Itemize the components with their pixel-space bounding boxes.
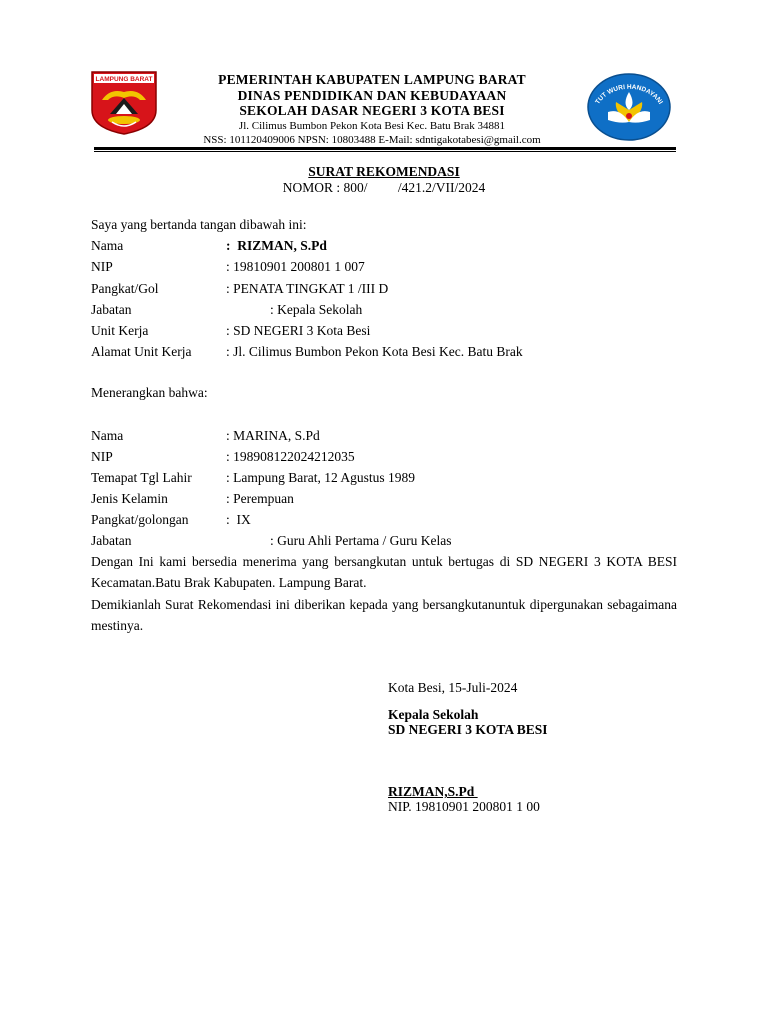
signature-place-date: Kota Besi, 15-Juli-2024 bbox=[388, 680, 518, 695]
signer-name-value: : RIZMAN, S.Pd bbox=[226, 238, 327, 253]
logo-left-text: LAMPUNG BARAT bbox=[95, 76, 153, 83]
signer-address-label: Alamat Unit Kerja bbox=[91, 344, 192, 359]
subject-position-value: : Guru Ahli Pertama / Guru Kelas bbox=[270, 533, 452, 548]
header-address: Jl. Cilimus Bumbon Pekon Kota Besi Kec. Batu Brak 34881 bbox=[238, 119, 506, 132]
letterhead bbox=[160, 72, 584, 147]
body-paragraph-1: Dengan Ini kami bersedia menerima yang bersangkutan untuk bertugas di SD NEGERI 3 KOTA BESI Kecamatan.Batu Brak Kabupaten. Lampung Barat. bbox=[91, 554, 677, 590]
subject-gender-value: : Perempuan bbox=[226, 491, 294, 506]
signer-rank-label: Pangkat/Gol bbox=[91, 281, 159, 296]
explains-text: Menerangkan bahwa: bbox=[91, 385, 208, 400]
signature-name: RIZMAN,S.Pd bbox=[388, 784, 478, 799]
subject-nip-value: : 198908122024212035 bbox=[226, 449, 355, 464]
subject-gender-label: Jenis Kelamin bbox=[91, 491, 168, 506]
letter-number: NOMOR : 800/ /421.2/VII/2024 bbox=[282, 180, 486, 195]
signer-position-value: : Kepala Sekolah bbox=[270, 302, 363, 317]
subject-birth-value: : Lampung Barat, 12 Agustus 1989 bbox=[226, 470, 415, 485]
header-government: PEMERINTAH KABUPATEN LAMPUNG BARAT bbox=[218, 72, 526, 87]
subject-nip-label: NIP bbox=[91, 449, 113, 464]
signer-unit-label: Unit Kerja bbox=[91, 323, 149, 338]
signature-nip: NIP. 19810901 200801 1 00 bbox=[388, 799, 540, 814]
signature-position-2: SD NEGERI 3 KOTA BESI bbox=[388, 722, 548, 737]
signer-position-label: Jabatan bbox=[91, 302, 132, 317]
subject-rank-value: : IX bbox=[226, 512, 251, 527]
subject-name-label: Nama bbox=[91, 428, 124, 443]
lampung-barat-emblem-icon bbox=[90, 70, 158, 136]
signer-unit-value: : SD NEGERI 3 Kota Besi bbox=[226, 323, 371, 338]
signer-rank-value: : PENATA TINGKAT 1 /III D bbox=[226, 281, 389, 296]
header-rule-thin bbox=[94, 151, 676, 152]
signer-nip-value: : 19810901 200801 1 007 bbox=[226, 259, 365, 274]
signer-name-label: Nama bbox=[91, 238, 124, 253]
header-department: DINAS PENDIDIKAN DAN KEBUDAYAAN bbox=[237, 87, 507, 103]
signer-address-value: : Jl. Cilimus Bumbon Pekon Kota Besi Kec. Batu Brak bbox=[226, 344, 523, 359]
subject-rank-label: Pangkat/golongan bbox=[91, 512, 189, 527]
body-paragraph-2: Demikianlah Surat Rekomendasi ini diberikan kepada yang bersangkutanuntuk dipergunakan sebagaimana mestinya. bbox=[91, 597, 677, 633]
tut-wuri-handayani-logo-icon bbox=[586, 72, 672, 142]
signer-nip-label: NIP bbox=[91, 259, 113, 274]
signature-position-1: Kepala Sekolah bbox=[388, 707, 479, 722]
letter-title: SURAT REKOMENDASI bbox=[308, 164, 460, 179]
subject-position-label: Jabatan bbox=[91, 533, 132, 548]
logo-right-text: TUT WURI HANDAYANI bbox=[594, 83, 664, 106]
intro-text: Saya yang bertanda tangan dibawah ini: bbox=[91, 217, 307, 232]
header-rule-thick bbox=[94, 147, 676, 150]
header-school: SEKOLAH DASAR NEGERI 3 KOTA BESI bbox=[239, 103, 505, 118]
header-contact: NSS: 101120409006 NPSN: 10803488 E-Mail: sdntigakotabesi@gmail.com bbox=[203, 133, 541, 146]
subject-birth-label: Temapat Tgl Lahir bbox=[91, 470, 192, 485]
subject-name-value: : MARINA, S.Pd bbox=[226, 428, 320, 443]
